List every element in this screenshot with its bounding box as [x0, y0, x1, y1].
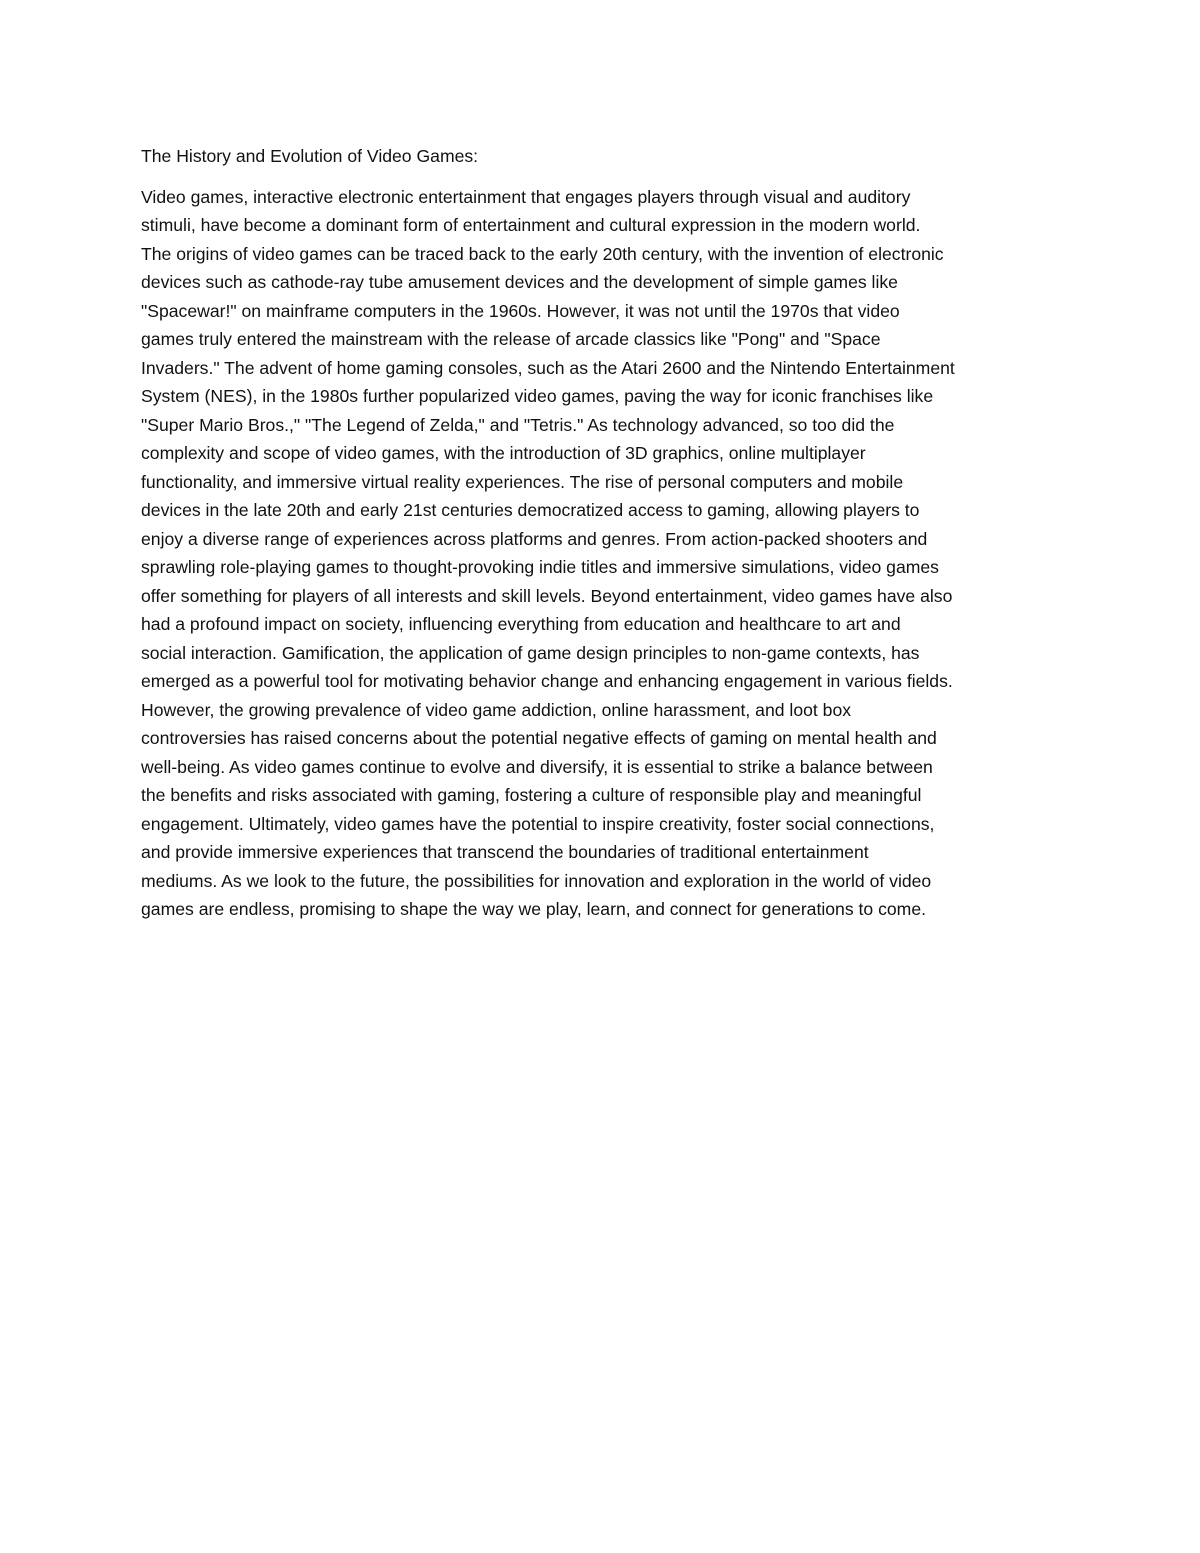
- body-line: emerged as a powerful tool for motivating behavior change and enhancing engagement in various fields.: [141, 671, 953, 691]
- body-line: engagement. Ultimately, video games have the potential to inspire creativity, foster social connections,: [141, 813, 935, 834]
- body-line: Invaders." The advent of home gaming consoles, such as the Atari 2600 and the Nintendo Entertainment: [141, 357, 955, 378]
- body-line: games are endless, promising to shape the way we play, learn, and connect for generations to come.: [141, 899, 926, 919]
- body-line: devices such as cathode-ray tube amusement devices and the development of simple games like: [141, 272, 898, 292]
- body-line: controversies has raised concerns about the potential negative effects of gaming on mental health and: [141, 728, 937, 748]
- document-content: [141, 142, 1071, 924]
- body-line: had a profound impact on society, influencing everything from education and healthcare to art and: [141, 614, 901, 634]
- body-line: social interaction. Gamification, the application of game design principles to non-game contexts, has: [141, 642, 920, 663]
- body-line: and provide immersive experiences that transcend the boundaries of traditional entertainment: [141, 842, 869, 862]
- body-line: games truly entered the mainstream with the release of arcade classics like "Pong" and "Space: [141, 329, 881, 349]
- document-title: The History and Evolution of Video Games:: [141, 146, 479, 166]
- body-line: devices in the late 20th and early 21st centuries democratized access to gaming, allowing players to: [141, 500, 920, 520]
- body-line: offer something for players of all interests and skill levels. Beyond entertainment, video games have also: [141, 585, 953, 606]
- document-body: [141, 183, 1071, 924]
- body-line: enjoy a diverse range of experiences across platforms and genres. From action-packed shooters and: [141, 528, 928, 549]
- body-line: "Super Mario Bros.," "The Legend of Zelda," and "Tetris." As technology advanced, so too did the: [141, 414, 895, 435]
- body-line: functionality, and immersive virtual reality experiences. The rise of personal computers and mobile: [141, 471, 904, 492]
- body-line: well-being. As video games continue to evolve and diversify, it is essential to strike a balance between: [141, 756, 933, 777]
- body-line: complexity and scope of video games, with the introduction of 3D graphics, online multiplayer: [141, 443, 866, 463]
- body-line: Video games, interactive electronic entertainment that engages players through visual and auditory: [141, 186, 911, 207]
- body-line: The origins of video games can be traced back to the early 20th century, with the invention of electronic: [141, 243, 944, 264]
- body-line: stimuli, have become a dominant form of entertainment and cultural expression in the modern world.: [141, 215, 921, 235]
- body-line: sprawling role-playing games to thought-provoking indie titles and immersive simulations, video games: [141, 557, 939, 577]
- body-line: However, the growing prevalence of video game addiction, online harassment, and loot box: [141, 699, 852, 720]
- body-line: mediums. As we look to the future, the possibilities for innovation and exploration in the world of video: [141, 870, 932, 891]
- body-line: "Spacewar!" on mainframe computers in the 1960s. However, it was not until the 1970s that video: [141, 300, 900, 321]
- body-line: the benefits and risks associated with gaming, fostering a culture of responsible play and meaningful: [141, 785, 922, 805]
- body-line: System (NES), in the 1980s further popularized video games, paving the way for iconic franchises like: [141, 386, 934, 406]
